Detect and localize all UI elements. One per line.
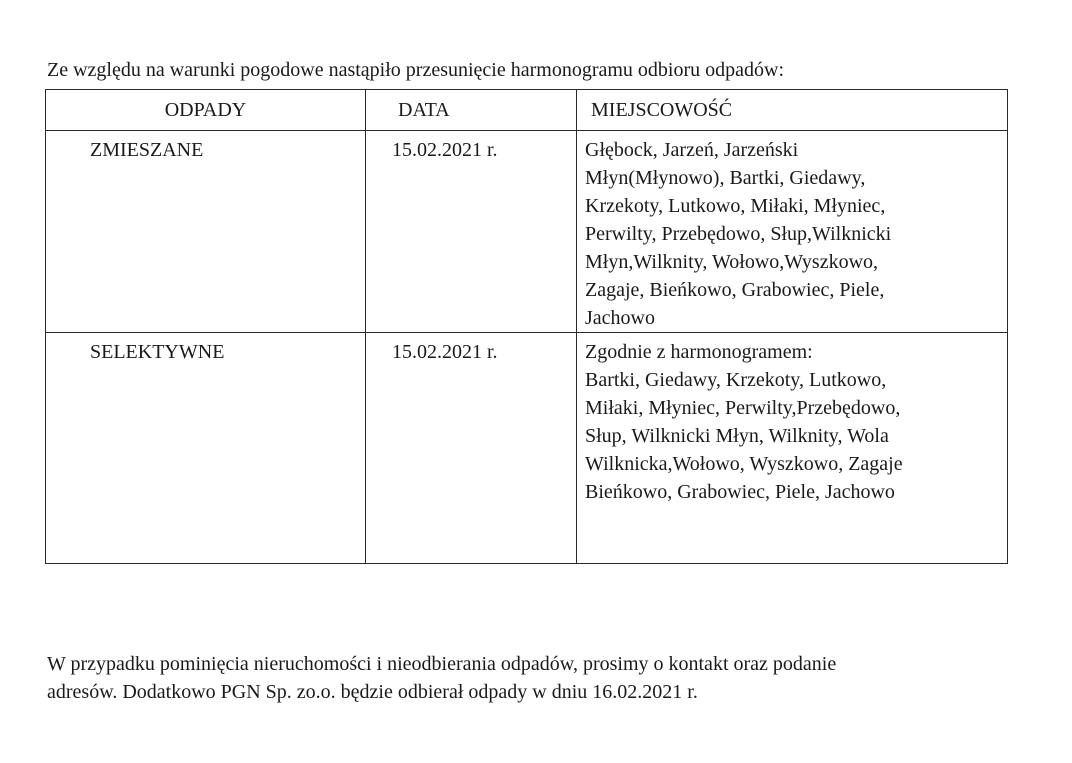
header-miejscowosc: MIEJSCOWOŚĆ (577, 90, 1008, 131)
places-line: Młyn,Wilknity, Wołowo,Wyszkowo, (585, 251, 879, 273)
places-line: Bieńkowo, Grabowiec, Piele, Jachowo (585, 481, 895, 503)
places-line: Zgodnie z harmonogramem: (585, 341, 813, 363)
places-cell (577, 333, 1008, 564)
table-row (46, 131, 1008, 333)
waste-type-cell: ZMIESZANE (46, 131, 366, 333)
places-line: Wilknicka,Wołowo, Wyszkowo, Zagaje (585, 453, 903, 475)
places-line: Bartki, Giedawy, Krzekoty, Lutkowo, (585, 369, 887, 391)
table-row (46, 333, 1008, 564)
places-line: Perwilty, Przebędowo, Słup,Wilknicki (585, 223, 892, 245)
places-line: Słup, Wilknicki Młyn, Wilknity, Wola (585, 425, 889, 447)
date-cell: 15.02.2021 r. (366, 333, 577, 564)
intro-text: Ze względu na warunki pogodowe nastąpiło przesunięcie harmonogramu odbioru odpadów: (47, 59, 785, 81)
places-line: Krzekoty, Lutkowo, Miłaki, Młyniec, (585, 195, 886, 217)
places-line: Głębock, Jarzeń, Jarzeński (585, 139, 799, 161)
header-odpady: ODPADY (46, 90, 366, 131)
table-header-row (46, 90, 1008, 131)
header-data: DATA (366, 90, 577, 131)
waste-schedule-table (45, 89, 1008, 564)
places-line: Jachowo (585, 307, 655, 329)
date-cell: 15.02.2021 r. (366, 131, 577, 333)
places-cell (577, 131, 1008, 333)
footer-line: adresów. Dodatkowo PGN Sp. zo.o. będzie odbierał odpady w dniu 16.02.2021 r. (47, 681, 698, 703)
footer-line: W przypadku pominięcia nieruchomości i nieodbierania odpadów, prosimy o kontakt oraz podanie (47, 653, 837, 675)
places-line: Zagaje, Bieńkowo, Grabowiec, Piele, (585, 279, 885, 301)
places-line: Młyn(Młynowo), Bartki, Giedawy, (585, 167, 866, 189)
places-line: Miłaki, Młyniec, Perwilty,Przebędowo, (585, 397, 901, 419)
waste-type-cell: SELEKTYWNE (46, 333, 366, 564)
footer-note (47, 650, 1037, 706)
